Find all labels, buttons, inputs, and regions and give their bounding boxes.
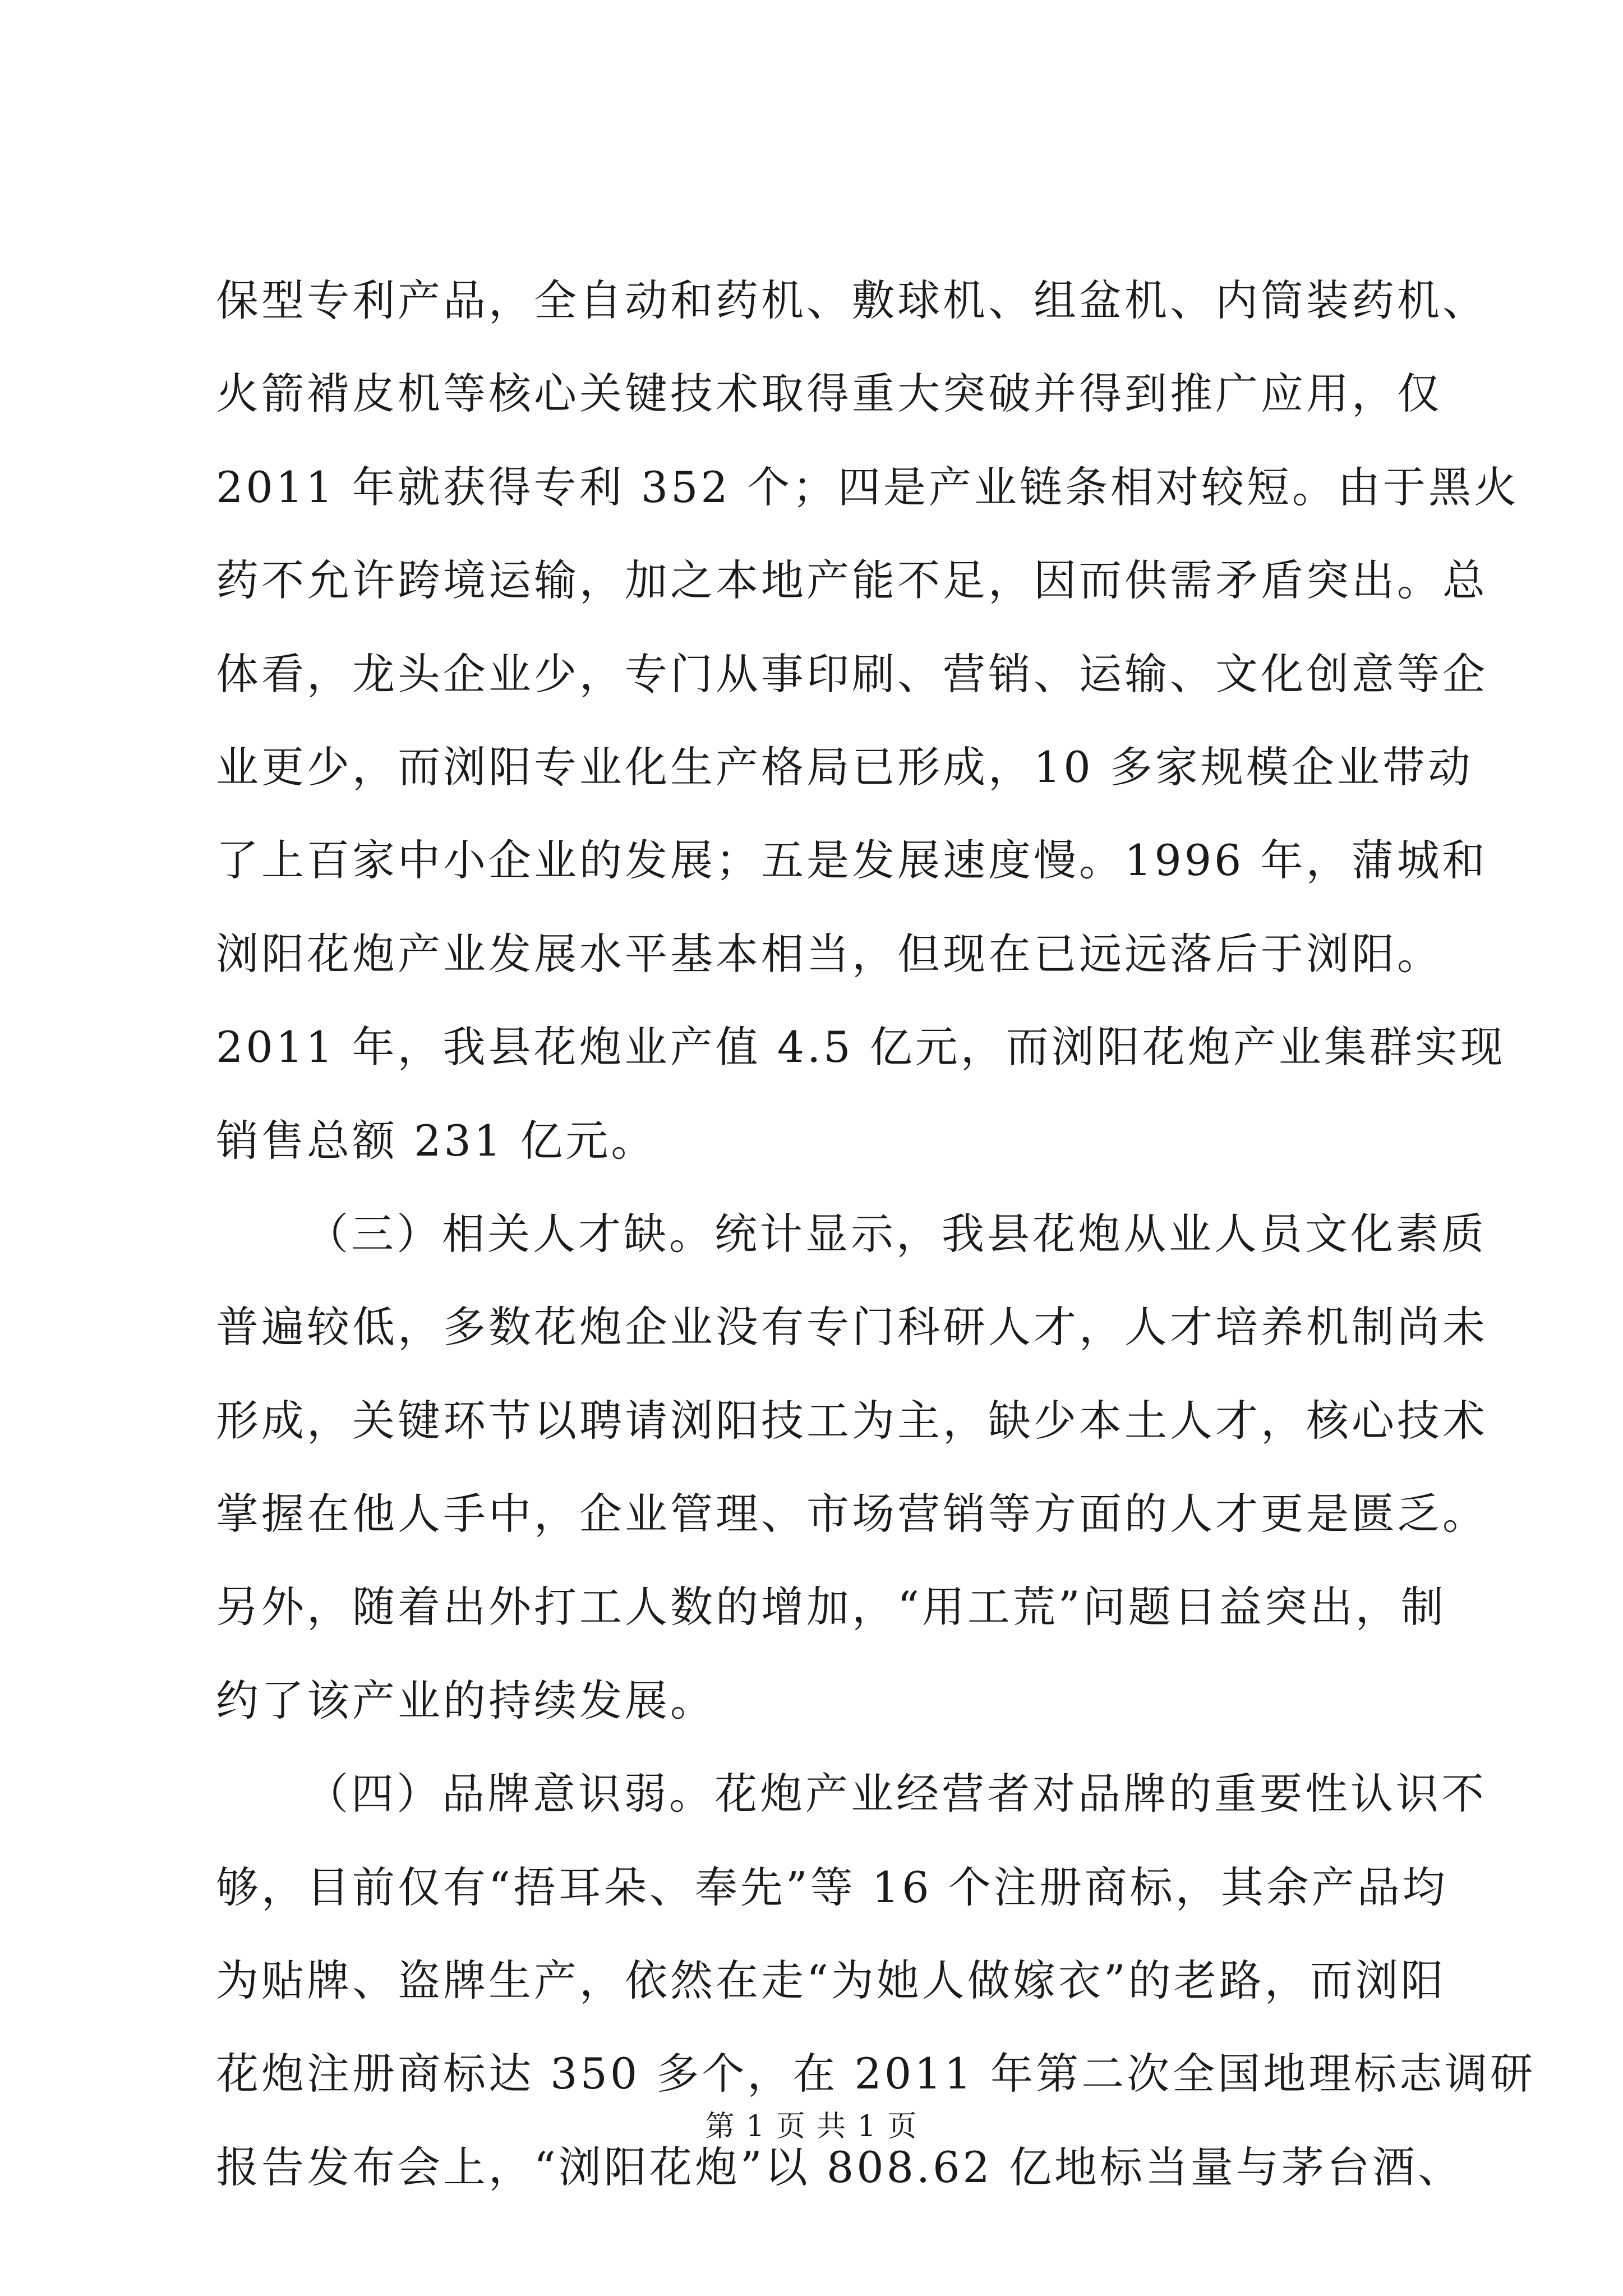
text-line: 浏阳花炮产业发展水平基本相当，但现在已远远落后于浏阳。 xyxy=(216,928,1442,979)
text-line: 2011 年就获得专利 352 个；四是产业链条相对较短。由于黑火 xyxy=(216,462,1519,512)
text-line: 体看，龙头企业少，专门从事印刷、营销、运输、文化创意等企 xyxy=(216,648,1488,699)
text-line: 2011 年，我县花炮业产值 4.5 亿元，而浏阳花炮产业集群实现 xyxy=(216,1022,1506,1073)
text-line: 火箭褙皮机等核心关键技术取得重大突破并得到推广应用，仅 xyxy=(216,369,1442,419)
text-line: 保型专利产品，全自动和药机、敷球机、组盆机、内筒装药机、 xyxy=(216,275,1488,325)
text-line: 够，目前仅有“捂耳朵、奉先”等 16 个注册商标，其余产品均 xyxy=(216,1862,1448,1912)
page-footer: 第 1 页 共 1 页 xyxy=(705,2110,918,2143)
text-line: 报告发布会上，“浏阳花炮”以 808.62 亿地标当量与茅台酒、 xyxy=(216,2142,1463,2192)
text-line: 掌握在他人手中，企业管理、市场营销等方面的人才更是匮乏。 xyxy=(216,1489,1488,1539)
text-line: 了上百家中小企业的发展；五是发展速度慢。1996 年，蒲城和 xyxy=(216,835,1488,886)
body-text xyxy=(216,254,1536,2214)
text-line: 为贴牌、盗牌生产，依然在走“为她人做嫁衣”的老路，而浏阳 xyxy=(216,1955,1446,2006)
text-line: 约了该产业的持续发展。 xyxy=(216,1675,716,1726)
text-line: 销售总额 231 亿元。 xyxy=(216,1115,657,1166)
text-line: 形成，关键环节以聘请浏阳技工为主，缺少本土人才，核心技术 xyxy=(216,1395,1488,1446)
text-line: 业更少，而浏阳专业化生产格局已形成，10 多家规模企业带动 xyxy=(216,742,1473,792)
text-line: 普遍较低，多数花炮企业没有专门科研人才，人才培养机制尚未 xyxy=(216,1302,1488,1352)
text-line: 另外，随着出外打工人数的增加，“用工荒”问题日益突出，制 xyxy=(216,1582,1446,1632)
text-line: 药不允许跨境运输，加之本地产能不足，因而供需矛盾突出。总 xyxy=(216,555,1488,606)
section-heading-line: （三）相关人才缺。统计显示，我县花炮从业人员文化素质 xyxy=(306,1208,1487,1259)
text-line: 花炮注册商标达 350 多个，在 2011 年第二次全国地理标志调研 xyxy=(216,2049,1536,2099)
section-heading-line: （四）品牌意识弱。花炮产业经营者对品牌的重要性认识不 xyxy=(306,1769,1487,1819)
